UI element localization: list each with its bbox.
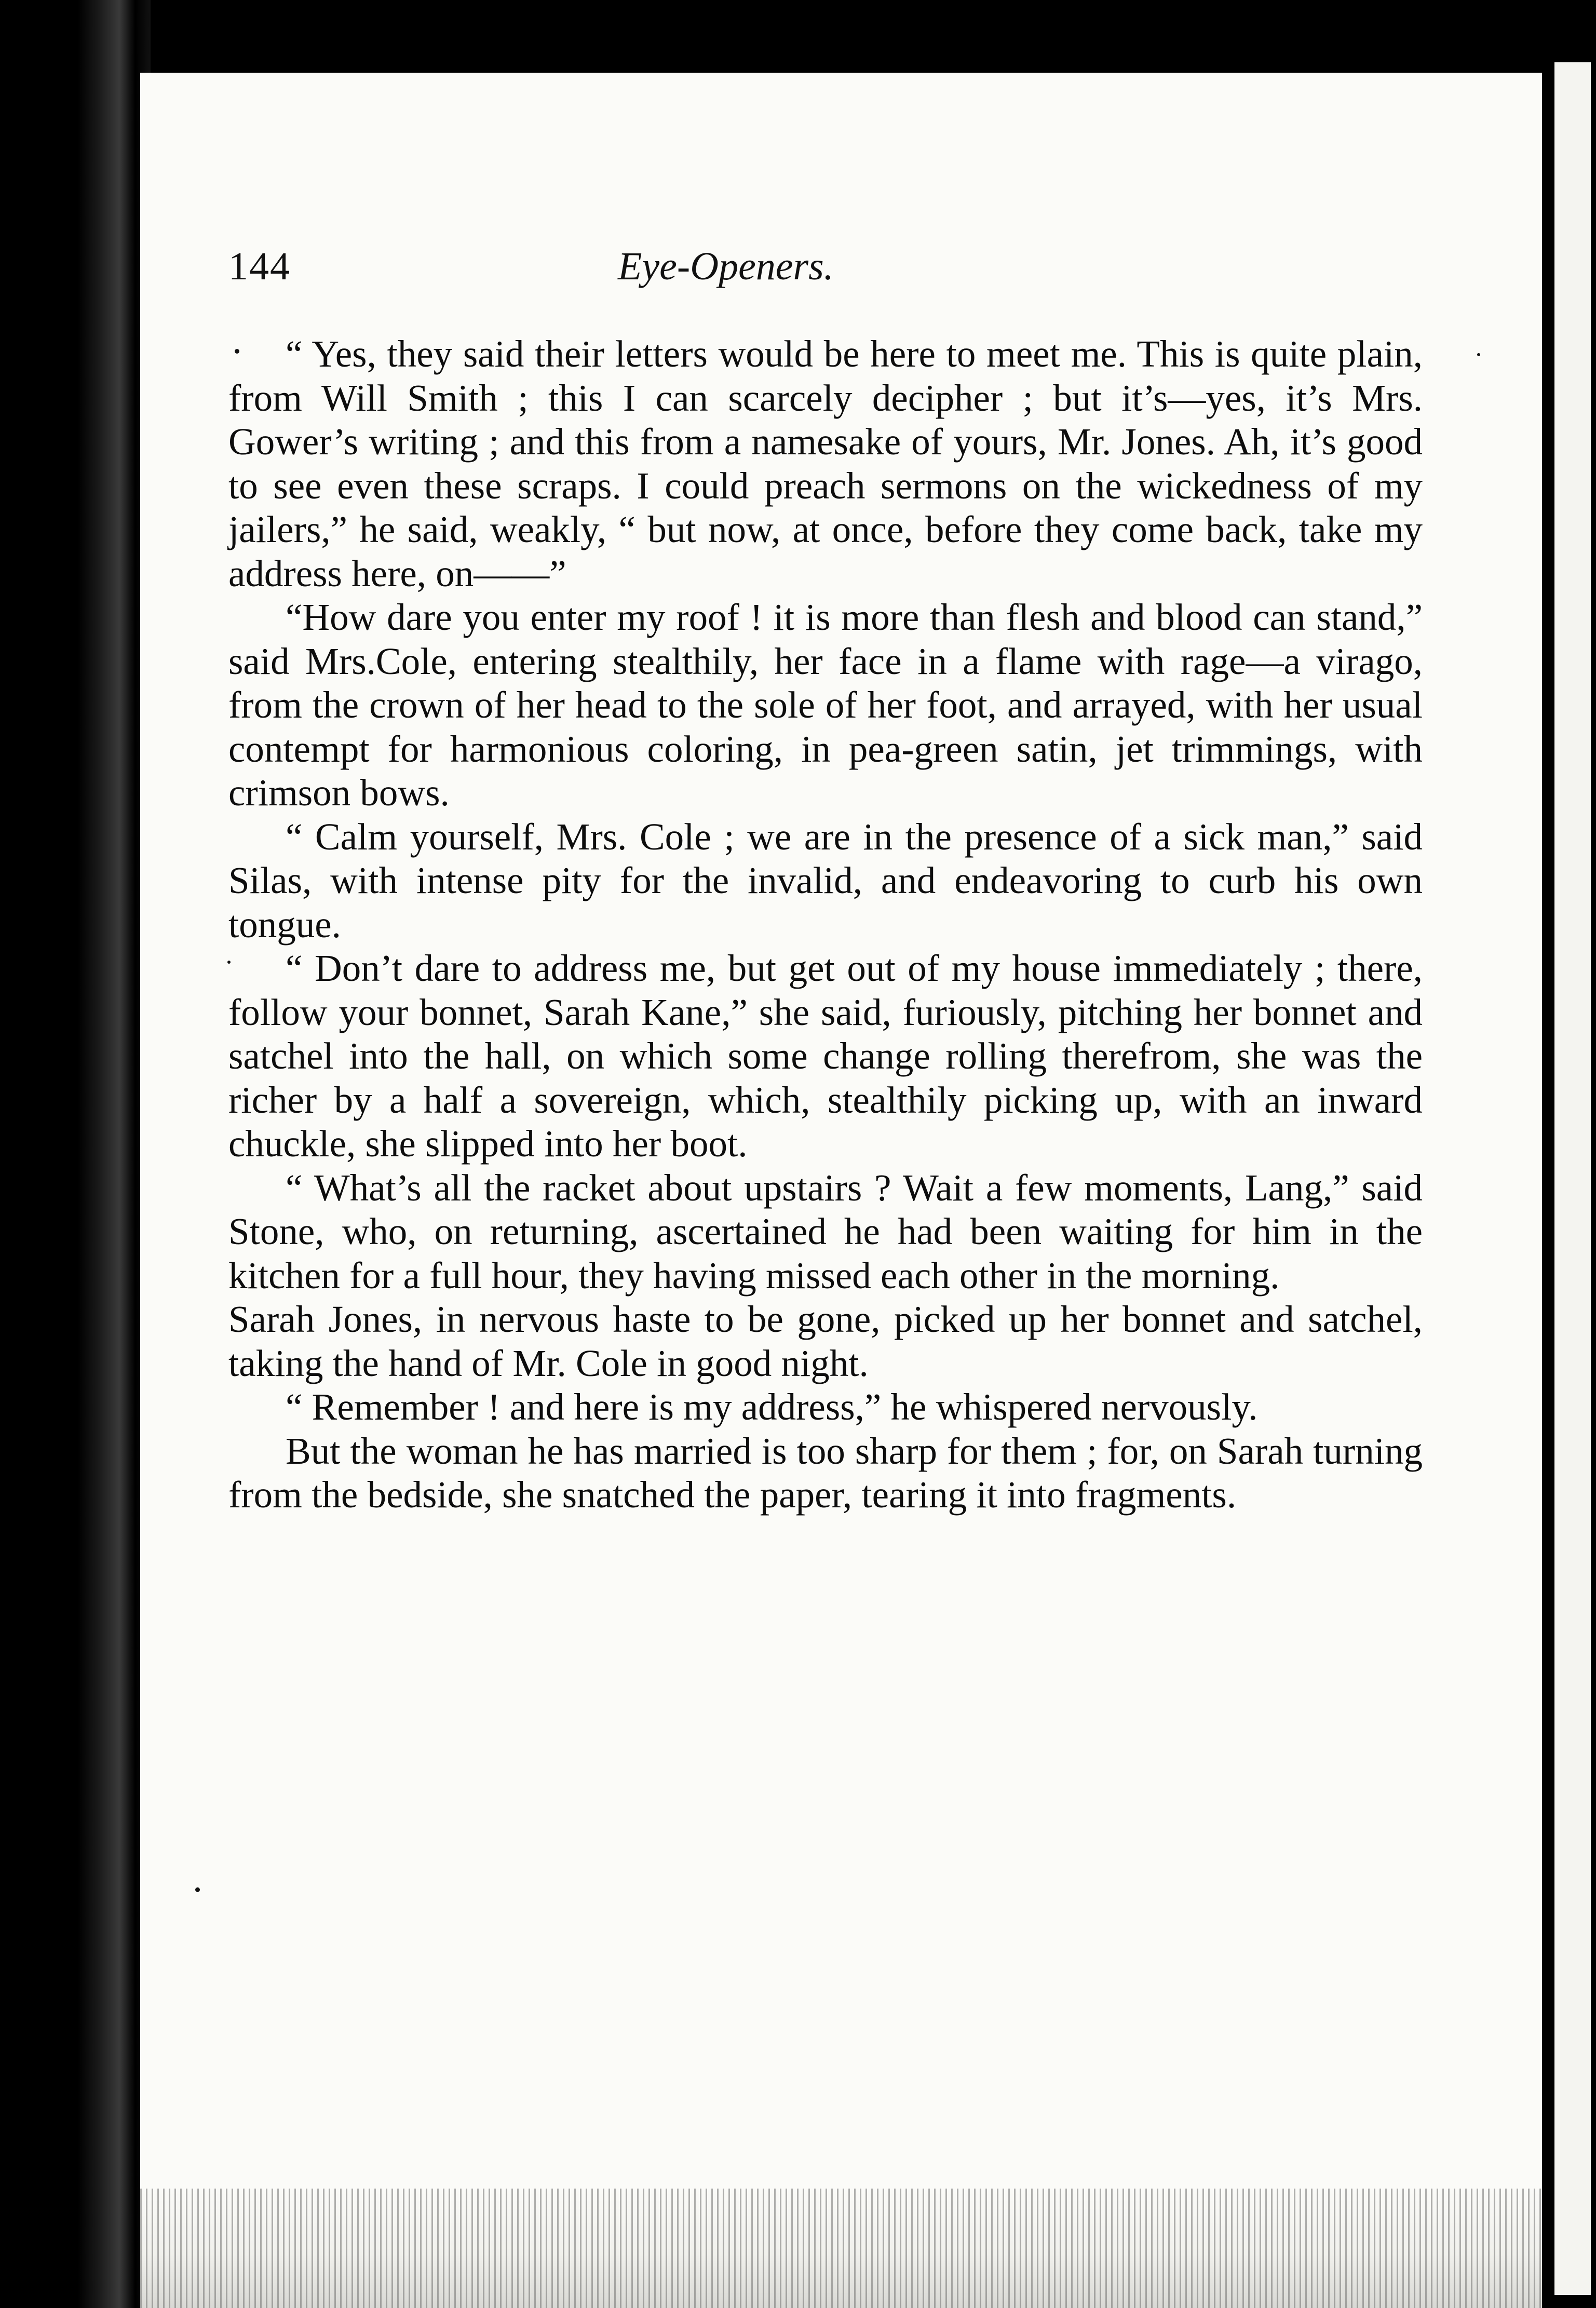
- ink-speck: [227, 961, 231, 964]
- paragraph: “ What’s all the racket about upstairs ? Wait a few moments, Lang,” said Stone, who, on returning, ascertained he had been waiting for him in the kitchen for a full hour, they having missed each other in the morning.: [228, 1166, 1423, 1297]
- facing-page-edge: [1554, 62, 1591, 2295]
- page-bottom-edge: [140, 2189, 1542, 2308]
- paragraph: “How dare you enter my roof ! it is more than flesh and blood can stand,” said Mrs.Cole, entering stealthily, her face in a flame with rage—a virago, from the crown of her head to the sole of her foot, and arrayed, with her usual contempt for harmonious coloring, in pea-green satin, jet trimmings, with crimson bows.: [228, 596, 1423, 814]
- paragraph: “ Don’t dare to address me, but get out of my house immediately ; there, follow your bonnet, Sarah Kane,” she said, furiously, pitching her bonnet and satchel into the hall, on which some change rolling therefrom, she was the richer by a half a sovereign, which, stealthily picking up, with an inward chuckle, she slipped into her boot.: [228, 947, 1423, 1165]
- scan-background-top: [0, 0, 1596, 78]
- ink-speck: [1477, 353, 1480, 356]
- body-text: [228, 332, 1423, 1517]
- book-binding-edge: [0, 0, 151, 2308]
- paragraph: “ Yes, they said their letters would be here to meet me. This is quite plain, from Will Smith ; this I can scarcely decipher ; but it’s—yes, it’s Mrs. Gower’s writing ; and this from a namesake of yours, Mr. Jones. Ah, it’s good to see even these scraps. I could preach sermons on the wickedness of my jailers,” he said, weakly, “ but now, at once, before they come back, take my address here, on——”: [228, 333, 1423, 595]
- paragraph: “ Remember ! and here is my address,” he whispered nervously.: [286, 1386, 1258, 1428]
- paragraph: “ Calm yourself, Mrs. Cole ; we are in the presence of a sick man,” said Silas, with intense pity for the invalid, and endeavoring to curb his own tongue.: [228, 815, 1423, 946]
- page-header: [228, 244, 1059, 301]
- paragraph: Sarah Jones, in nervous haste to be gone, picked up her bonnet and satchel, taking the hand of Mr. Cole in good night.: [228, 1298, 1423, 1384]
- ink-speck: [235, 349, 239, 354]
- running-head: Eye-Openers.: [618, 245, 834, 288]
- page-number: 144: [228, 245, 291, 288]
- ink-speck: [195, 1887, 200, 1892]
- paragraph: But the woman he has married is too sharp for them ; for, on Sarah turning from the bedside, she snatched the paper, tearing it into fragments.: [228, 1429, 1423, 1516]
